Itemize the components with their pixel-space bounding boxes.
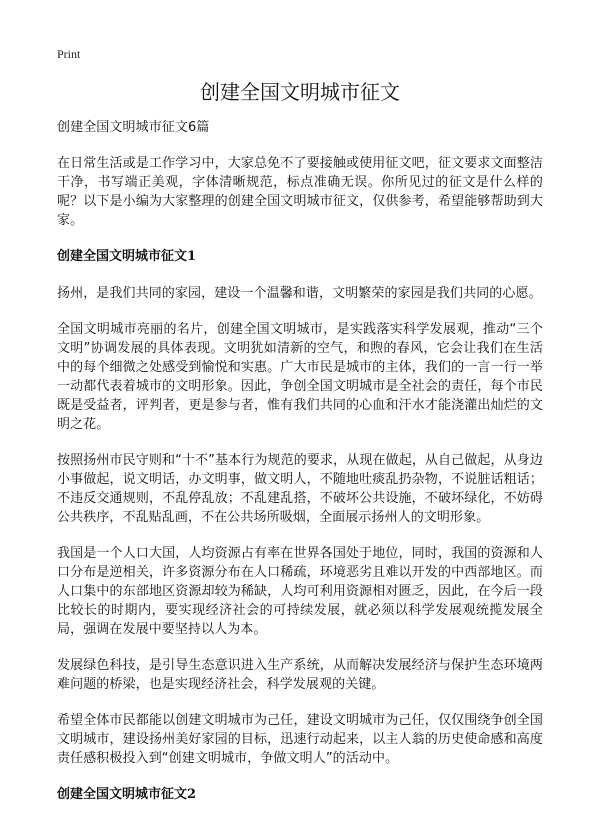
section-heading-2: 创建全国文明城市征文2 (57, 787, 197, 802)
paragraph-1: 扬州，是我们共同的家园，建设一个温馨和谐，文明繁荣的家园是我们共同的心愿。 (57, 286, 542, 301)
page-title: 创建全国文明城市征文 (200, 80, 400, 104)
article-body (57, 118, 543, 822)
paragraph-3: 按照扬州市民守则和“十不”基本行为规范的要求，从现在做起，从自己做起，从身边小事做起，说文明话，办文明事，做文明人，不随地吐痰乱扔杂物，不说脏话粗话；不违反交通规则，不乱停乱放；不乱建乱搭，不破坏公共设施，不破坏绿化，不妨碍公共秩序，不乱贴乱画，不在公共场所吸烟，全面展示扬州人的文明形象。 (57, 453, 543, 525)
intro-paragraph: 在日常生活或是工作学习中，大家总免不了要接触或使用征文吧，征文要求文面整洁干净，书写端正美观，字体清晰规范，标点准确无误。你所见过的征文是什么样的呢？以下是小编为大家整理的创建全国文明城市征文，仅供参考，希望能够帮助到大家。 (57, 156, 543, 228)
section-heading-1: 创建全国文明城市征文1 (57, 249, 197, 264)
paragraph-6: 希望全体市民都能以创建文明城市为己任，建设文明城市为己任，仅仅围绕争创全国文明城市，建设扬州美好家园的目标，迅速行动起来，以主人翁的历史使命感和高度责任感积极投入到“创建文明城市，争做文明人”的活动中。 (57, 713, 543, 766)
article-subtitle: 创建全国文明城市征文6篇 (57, 120, 210, 135)
print-link[interactable]: Print (57, 47, 81, 61)
paragraph-2: 全国文明城市亮丽的名片，创建全国文明城市，是实践落实科学发展观，推动“三个文明”协调发展的具体表现。文明犹如清新的空气，和煦的春风，它会让我们在生活中的每个细微之处感受到愉悦和实惠。广大市民是城市的主体，我们的一言一行一举一动都代表着城市的文明形象。因此，争创全国文明城市是全社会的责任，每个市民既是受益者，评判者，更是参与者，惟有我们共同的心血和汗水才能浇灌出灿烂的文明之花。 (57, 322, 543, 432)
paragraph-5: 发展绿色科技，是引导生态意识进入生产系统，从而解决发展经济与保护生态环境两难问题的桥梁，也是实现经济社会，科学发展观的关键。 (57, 658, 543, 692)
paragraph-4: 我国是一个人口大国，人均资源占有率在世界各国处于地位，同时，我国的资源和人口分布是逆相关，许多资源分布在人口稀疏，环境恶劣且难以开发的中西部地区。而人口集中的东部地区资源却较为稀缺，人均可利用资源相对匮乏，因此，在今后一段比较长的时期内，要实现经济社会的可持续发展，就必须以科学发展观统揽发展全局，强调在发展中要坚持以人为本。 (57, 546, 543, 637)
